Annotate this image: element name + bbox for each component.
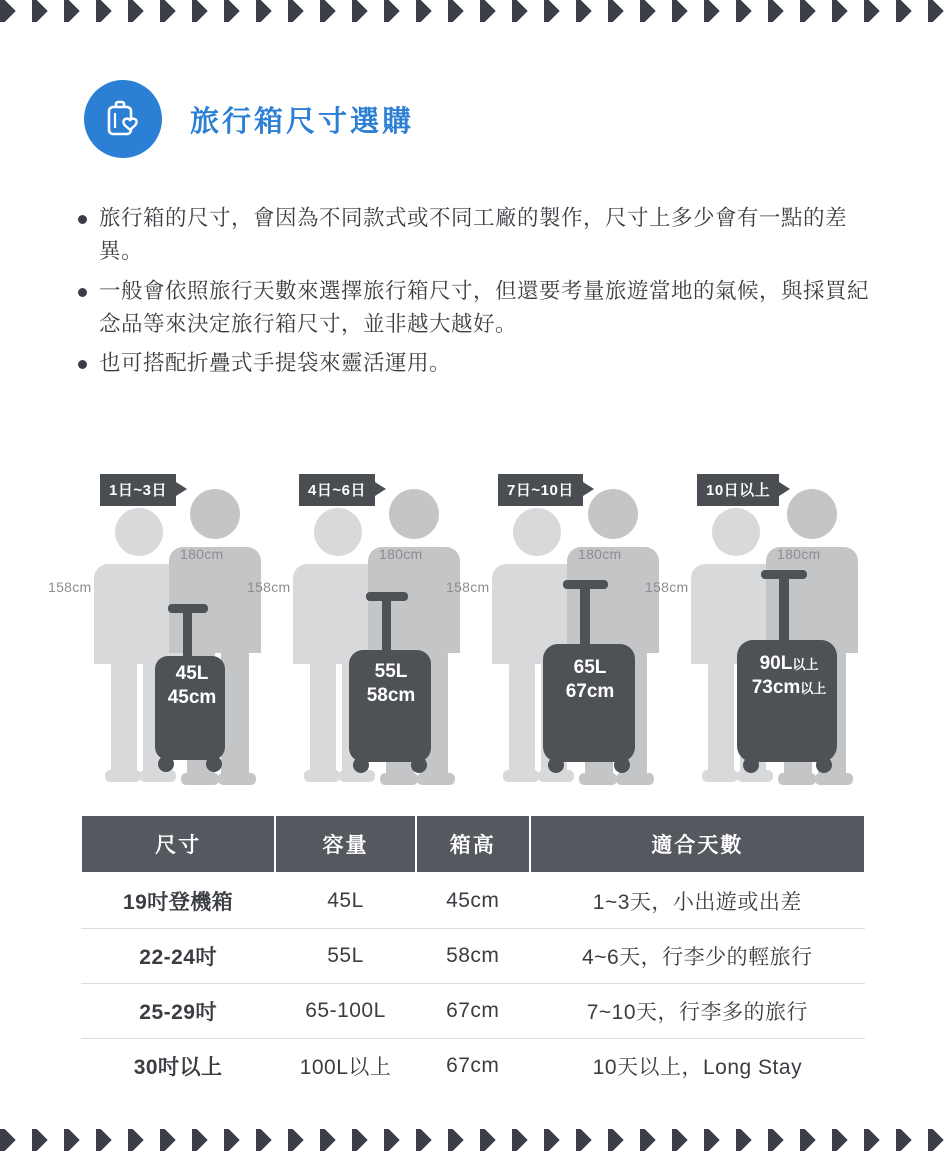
size-group-tag: 4日~6日 xyxy=(299,474,375,506)
suitcase-volume-suffix: 以上 xyxy=(792,657,819,672)
column-header-suitable-days: 適合天數 xyxy=(530,815,865,873)
bullet-dot-icon xyxy=(78,360,87,369)
suitcase-volume: 90L xyxy=(759,653,793,674)
height-label-short: 158cm xyxy=(645,579,689,595)
suitcase-volume: 65L xyxy=(573,657,607,678)
intro-bullet-list xyxy=(78,202,878,387)
height-label-tall: 180cm xyxy=(379,546,423,562)
height-label-short: 158cm xyxy=(446,579,490,595)
suitcase-size-label xyxy=(138,662,246,710)
cell-size: 25-29吋 xyxy=(81,984,275,1039)
cell-size: 19吋登機箱 xyxy=(81,873,275,929)
page-header xyxy=(84,80,414,158)
cell-capacity: 55L xyxy=(275,929,415,984)
cell-suitable-days: 4~6天，行李少的輕旅行 xyxy=(530,929,865,984)
cell-case-height: 45cm xyxy=(416,873,530,929)
suitcase-height: 73cm xyxy=(751,676,801,698)
height-label-tall: 180cm xyxy=(180,546,224,562)
size-group-3 xyxy=(446,466,676,796)
suitcase-heart-icon xyxy=(84,80,162,158)
bullet-text: 也可搭配折疊式手提袋來靈活運用。 xyxy=(99,351,452,376)
suitcase-height: 58cm xyxy=(366,684,416,706)
suitcase-volume: 55L xyxy=(374,661,408,682)
bullet-text: 一般會依照旅行天數來選擇旅行箱尺寸，但還要考量旅遊當地的氣候，與採買紀念品等來決定旅行箱尺寸，並非越大越好。 xyxy=(99,278,870,336)
cell-suitable-days: 1~3天，小出遊或出差 xyxy=(530,873,865,929)
table-row xyxy=(81,929,865,984)
suitcase-size-label xyxy=(719,652,859,700)
height-label-short: 158cm xyxy=(247,579,291,595)
suitcase-height: 67cm xyxy=(565,680,615,702)
cell-suitable-days: 10天以上，Long Stay xyxy=(592,1056,803,1079)
cell-suitable-days: 7~10天，行李多的旅行 xyxy=(530,984,865,1039)
suitcase-size-label xyxy=(333,660,449,708)
bullet-dot-icon xyxy=(78,288,87,297)
table-header-row xyxy=(81,815,865,873)
height-label-tall: 180cm xyxy=(578,546,622,562)
page-title: 旅行箱尺寸選購 xyxy=(190,105,415,138)
size-group-tag: 1日~3日 xyxy=(100,474,176,506)
cell-case-height: 67cm xyxy=(446,1054,500,1077)
size-group-tag: 10日以上 xyxy=(697,474,779,506)
suitcase-size-illustration xyxy=(48,466,878,796)
decorative-zigzag-top xyxy=(0,0,945,22)
suitcase-height: 45cm xyxy=(167,686,217,708)
table-row xyxy=(81,984,865,1039)
list-item xyxy=(78,202,878,269)
cell-capacity: 100L以上 xyxy=(299,1056,392,1079)
size-group-1 xyxy=(48,466,278,796)
size-group-4 xyxy=(645,466,875,796)
column-header-capacity: 容量 xyxy=(275,815,415,873)
list-item xyxy=(78,347,878,380)
suitcase-volume: 45L xyxy=(175,663,209,684)
column-header-case-height: 箱高 xyxy=(416,815,530,873)
height-label-short: 158cm xyxy=(48,579,92,595)
table-row xyxy=(81,1039,865,1094)
size-group-tag: 7日~10日 xyxy=(498,474,583,506)
cell-capacity: 65-100L xyxy=(275,984,415,1039)
suitcase-size-label xyxy=(528,656,652,704)
cell-case-height: 67cm xyxy=(416,984,530,1039)
size-group-2 xyxy=(247,466,477,796)
column-header-size: 尺寸 xyxy=(81,815,275,873)
height-label-tall: 180cm xyxy=(777,546,821,562)
table-row xyxy=(81,873,865,929)
suitcase-height-suffix: 以上 xyxy=(800,680,827,696)
list-item xyxy=(78,275,878,342)
cell-capacity: 45L xyxy=(275,873,415,929)
cell-case-height: 58cm xyxy=(416,929,530,984)
cell-size: 30吋以上 xyxy=(133,1056,223,1079)
cell-size: 22-24吋 xyxy=(81,929,275,984)
suitcase-size-table xyxy=(80,814,866,1093)
bullet-dot-icon xyxy=(78,215,87,224)
bullet-text: 旅行箱的尺寸，會因為不同款式或不同工廠的製作，尺寸上多少會有一點的差異。 xyxy=(99,206,848,264)
decorative-zigzag-bottom xyxy=(0,1129,945,1151)
